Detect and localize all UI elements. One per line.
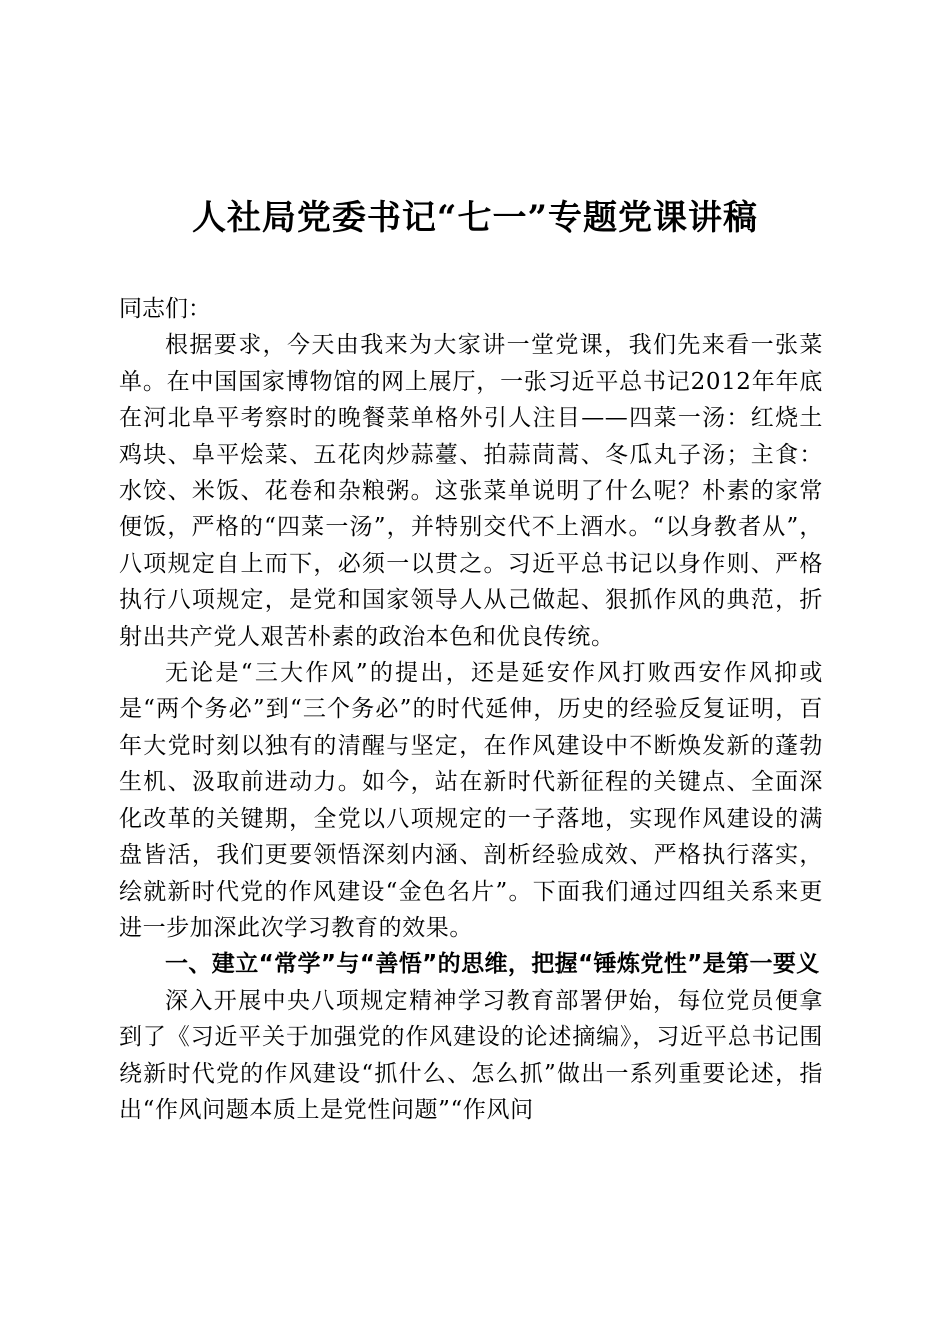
document-title: 人社局党委书记“七一”专题党课讲稿: [191, 198, 759, 238]
section-heading-1: 一、建立“常学”与“善悟”的思维，把握“锤炼党性”是第一要义: [165, 951, 820, 978]
document-body: [119, 291, 823, 1128]
paragraph-2: 无论是“三大作风”的提出，还是延安作风打败西安作风抑或是“两个务必”到“三个务必”的时代延伸，历史的经验反复证明，百年大党时刻以独有的清醒与坚定，在作风建设中不断焕发新的蓬勃生机、汲取前进动力。如今，站在新时代新征程的关键点、全面深化改革的关键期，全党以八项规定的一子落地，实现作风建设的满盘皆活，我们更要领悟深刻内涵、剖析经验成效、严格执行落实，绘就新时代党的作风建设“金色名片”。下面我们通过四组关系来更进一步加深此次学习教育的效果。: [119, 660, 823, 941]
paragraph-3: 深入开展中央八项规定精神学习教育部署伊始，每位党员便拿到了《习近平关于加强党的作风建设的论述摘编》，习近平总书记围绕新时代党的作风建设“抓什么、怎么抓”做出一系列重要论述，指出“作风问题本质上是党性问题”“作风问: [119, 987, 823, 1123]
paragraph-1: 根据要求，今天由我来为大家讲一堂党课，我们先来看一张菜单。在中国国家博物馆的网上展厅，一张习近平总书记2012年年底在河北阜平考察时的晚餐菜单格外引人注目——四菜一汤：红烧土鸡块、阜平烩菜、五花肉炒蒜薹、拍蒜茼蒿、冬瓜丸子汤；主食：水饺、米饭、花卷和杂粮粥。这张菜单说明了什么呢？朴素的家常便饭，严格的“四菜一汤”，并特别交代不上酒水。“以身教者从”，八项规定自上而下，必须一以贯之。习近平总书记以身作则、严格执行八项规定，是党和国家领导人从己做起、狠抓作风的典范，折射出共产党人艰苦朴素的政治本色和优良传统。: [119, 332, 823, 650]
salutation: 同志们：: [119, 296, 211, 322]
